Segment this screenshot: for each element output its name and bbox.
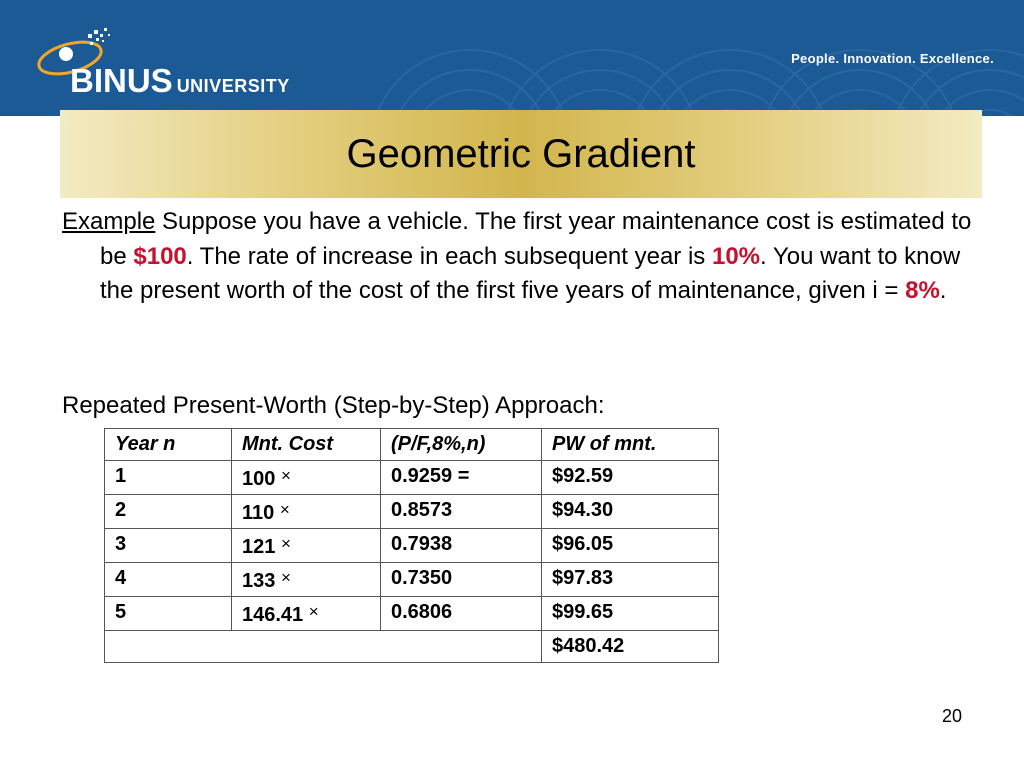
cost-value: 146.41 — [242, 604, 304, 626]
example-text-3: . You want to know the present worth of the cost of the first five years of maintenance, given i = — [100, 242, 961, 304]
factor-cell: 0.6806 — [381, 597, 542, 631]
cost-value: 110 — [242, 502, 275, 524]
pw-cell: $99.65 — [542, 597, 719, 631]
header-banner — [0, 0, 1024, 116]
year-cell: 4 — [105, 563, 232, 597]
factor-cell: 0.8573 — [381, 495, 542, 529]
increase-rate: 10% — [711, 242, 761, 270]
logo-subword: UNIVERSITY — [176, 76, 290, 96]
times-symbol: × — [279, 500, 290, 519]
example-label: Example — [62, 208, 156, 235]
approach-heading: Repeated Present-Worth (Step-by-Step) Approach: — [62, 392, 605, 419]
cost-cell — [232, 563, 381, 597]
cost-cell — [232, 597, 381, 631]
interest-rate: 8% — [905, 277, 940, 304]
header-cost: Mnt. Cost — [232, 429, 381, 461]
cost-value: 100 — [242, 468, 276, 490]
first-year-cost: $100 — [133, 242, 187, 270]
header-pw: PW of mnt. — [542, 429, 719, 461]
table-row — [105, 597, 719, 631]
times-symbol: × — [280, 466, 291, 485]
title-band — [60, 110, 982, 198]
slide-title: Geometric Gradient — [346, 132, 696, 176]
pw-table — [104, 428, 719, 663]
tagline: People. Innovation. Excellence. — [791, 51, 994, 66]
year-cell: 1 — [105, 461, 232, 495]
total-empty-cell — [105, 631, 542, 663]
binus-logo — [30, 20, 300, 105]
total-pw-cell: $480.42 — [542, 631, 719, 663]
table-row — [105, 495, 719, 529]
pw-cell: $94.30 — [542, 495, 719, 529]
factor-cell: 0.7350 — [381, 563, 542, 597]
header-factor: (P/F,8%,n) — [381, 429, 542, 461]
factor-cell: 0.9259 = — [381, 461, 542, 495]
cost-cell — [232, 495, 381, 529]
times-symbol: × — [280, 534, 291, 553]
pw-cell: $96.05 — [542, 529, 719, 563]
year-cell: 5 — [105, 597, 232, 631]
page-number: 20 — [941, 706, 962, 726]
cost-value: 121 — [242, 536, 276, 558]
table-header-row — [105, 429, 719, 461]
pw-cell: $97.83 — [542, 563, 719, 597]
times-symbol: × — [308, 602, 319, 621]
example-text-2: . The rate of increase in each subsequent year is — [186, 242, 712, 270]
header-year: Year n — [105, 429, 232, 461]
times-symbol: × — [280, 568, 291, 587]
example-text-4: . — [939, 277, 947, 304]
logo-word: BINUS — [70, 62, 173, 99]
cost-cell — [232, 461, 381, 495]
example-text-1: Suppose you have a vehicle. The first year maintenance cost is estimated to be — [100, 208, 972, 270]
cost-value: 133 — [242, 570, 276, 592]
table-row — [105, 529, 719, 563]
pw-cell: $92.59 — [542, 461, 719, 495]
table-row — [105, 461, 719, 495]
year-cell: 3 — [105, 529, 232, 563]
year-cell: 2 — [105, 495, 232, 529]
cost-cell — [232, 529, 381, 563]
factor-cell: 0.7938 — [381, 529, 542, 563]
example-paragraph — [62, 205, 972, 309]
table-total-row — [105, 631, 719, 663]
table-row — [105, 563, 719, 597]
